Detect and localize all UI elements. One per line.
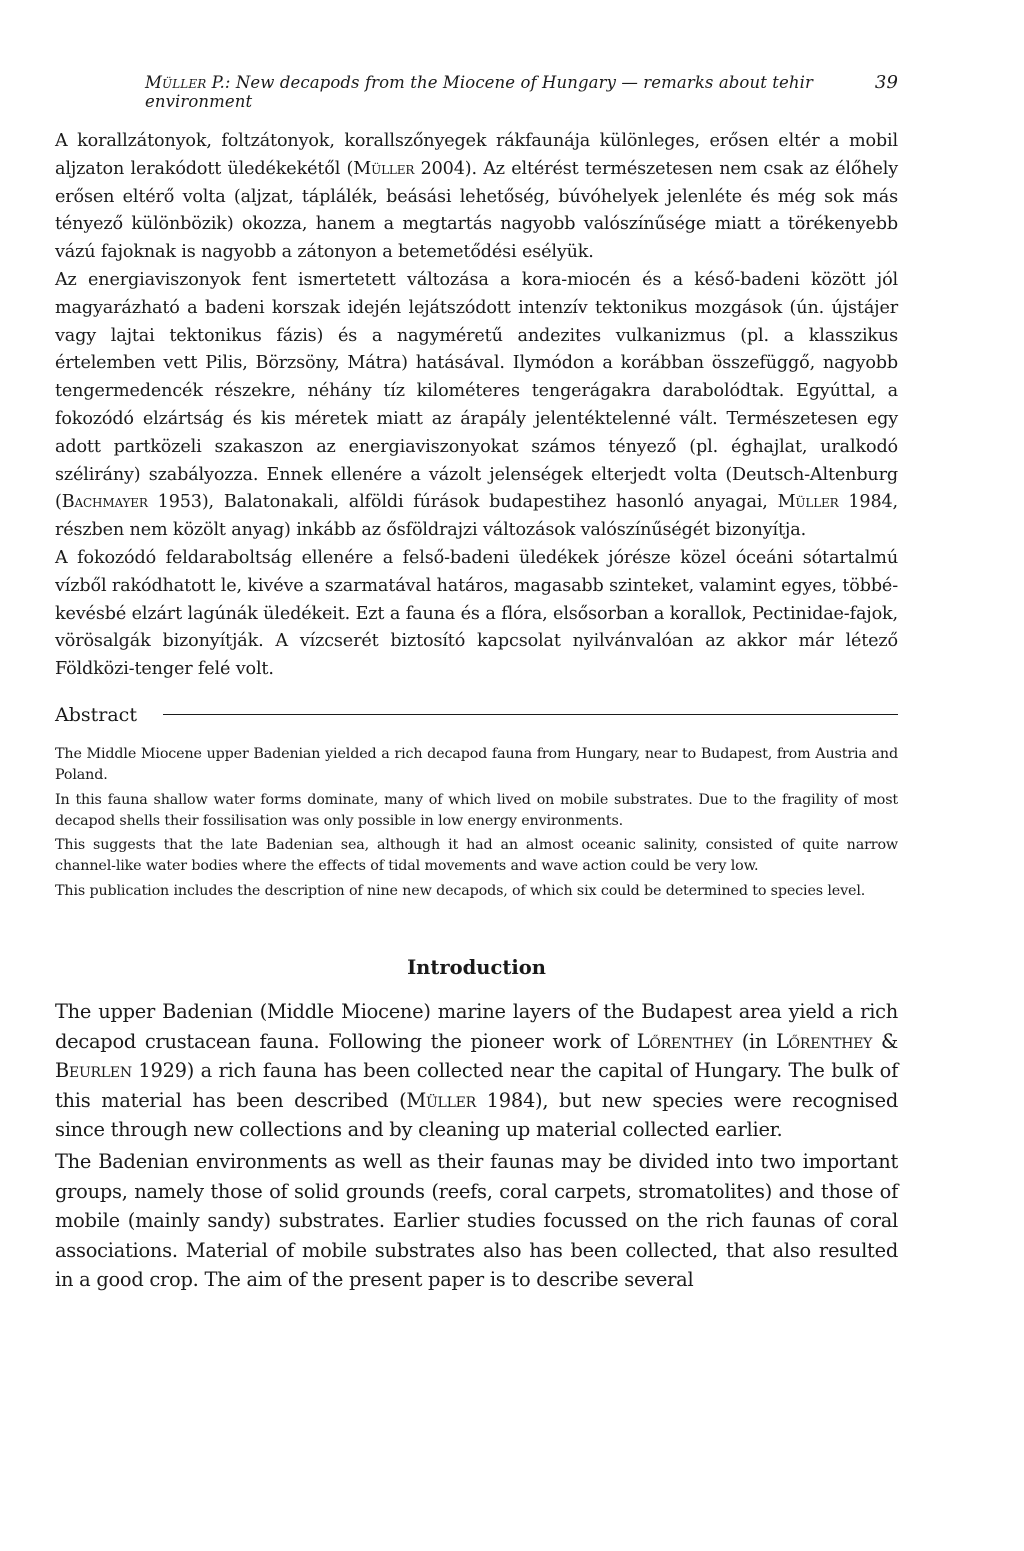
abstract-paragraph: The Middle Miocene upper Badenian yielded a rich decapod fauna from Hungary, near to Budapest, from Austria and Poland.	[55, 745, 898, 784]
citation-author: Müller	[777, 492, 839, 513]
abstract-rule	[163, 714, 898, 715]
text-run: 1984), but new species were recognised since through new collections and by cleaning up material collected earlier.	[55, 1088, 898, 1142]
citation-author: Müller	[406, 1088, 476, 1112]
hungarian-text	[55, 128, 898, 684]
text-run: 2004). Az eltérést természetesen nem csak az élőhely erősen eltérő volta (aljzat, táplálék, beásási lehetőség, búvóhelyek jelenléte és még sok más tényező különbözik) okozza, hanem a megtartás nagyobb valószínűsége miatt a törékenyebb vázú fajoknak is nagyobb a zátonyon a betemetődési esélyük.	[55, 158, 898, 263]
text-run: Az energiaviszonyok fent ismertetett változása a kora-miocén és a késő-badeni között jól magyarázható a badeni korszak idején lejátszódott intenzív tektonikus mozgások (ún. újstájer vagy lajtai tektonikus fázis) és a nagyméretű andezites vulkanizmus (pl. a klasszikus értelemben vett Pilis, Börzsöny, Mátra) hatásával. Ilymódon a korábban összefüggő, nagyobb tengermedencék részekre, néhány tíz kilométeres tengerágakra darabolódtak. Egyúttal, a fokozódó elzártság és kis méretek miatt az árapály jelentéktelenné vált. Természetesen egy adott partközeli szakaszon az energiaviszonyokat számos tényező (pl. éghajlat, uralkodó szélirány) szabályozza. Ennek ellenére a vázolt jelenségek elterjedt volta (Deutsch-Altenburg (	[55, 269, 898, 513]
introduction-paragraph-2: The Badenian environments as well as their faunas may be divided into two important groups, namely those of solid grounds (reefs, coral carpets, stromatolites) and those of mobile (mainly sandy) substrates. Earlier studies focussed on the rich faunas of coral associations. Material of mobile substrates also has been collected, that also resulted in a good crop. The aim of the present paper is to describe several	[55, 1149, 898, 1292]
introduction-heading: Introduction	[407, 956, 546, 980]
page	[55, 72, 898, 1297]
running-head-author: Müller P.	[145, 73, 225, 92]
citation-author: Bachmayer	[61, 492, 148, 513]
running-head-title: : New decapods from the Miocene of Hungary — remarks about tehir environment	[145, 73, 813, 111]
text-run: The upper Badenian (Middle Miocene) marine layers of the Budapest area yield a rich decapod crustacean fauna. Following the pioneer work of	[55, 1000, 898, 1053]
hungarian-paragraph-1	[55, 128, 898, 267]
running-head-text	[145, 73, 875, 111]
abstract-heading: Abstract	[55, 703, 137, 726]
running-head	[145, 72, 898, 111]
citation-author: Beurlen	[55, 1059, 132, 1083]
hungarian-paragraph-3: A fokozódó feldaraboltság ellenére a felső-badeni üledékek jórésze közel óceáni sótartalmú vízből rakódhatott le, kivéve a szarmatával határos, magasabb szinteket, valamint egyes, többé-kevésbé elzárt lagúnák üledékeit. Ezt a fauna és a flóra, elsősorban a korallok, Pectinidae-fajok, vörösalgák bizonyítják. A vízcserét biztosító kapcsolat nyilvánvalóan az akkor már létező Földközi-tenger felé volt.	[55, 547, 898, 680]
text-run: (in	[732, 1029, 777, 1053]
citation-author: Lőrenthey	[636, 1029, 733, 1053]
introduction-text	[55, 997, 898, 1295]
abstract-paragraph: This suggests that the late Badenian sea, although it had an almost oceanic salinity, consisted of quite narrow channel-like water bodies where the effects of tidal movements and wave action could be very low.	[55, 837, 898, 875]
abstract-body	[55, 744, 898, 902]
text-run: A korallzátonyok, foltzátonyok, korallszőnyegek rákfaunája különleges, erősen eltér a mobil aljzaton lerakódott üledékekétől (	[55, 131, 898, 179]
page-number: 39	[874, 72, 898, 93]
introduction-paragraph-1	[55, 997, 898, 1145]
abstract-heading-row	[55, 704, 898, 726]
text-run: 1953), Balatonakali, alföldi fúrások budapestihez hasonló anyagai,	[147, 492, 778, 513]
hungarian-paragraph-2	[55, 267, 898, 545]
citation-author: Müller	[353, 158, 415, 179]
abstract-paragraph: In this fauna shallow water forms dominate, many of which lived on mobile substrates. Due to the fragility of most decapod shells their fossilisation was only possible in low energy environments.	[55, 791, 898, 829]
text-run: 1984, részben nem közölt anyag) inkább az ősföldrajzi változások valószínűségét bizonyítja.	[55, 492, 898, 541]
citation-author: Lőrenthey	[776, 1029, 873, 1053]
abstract-paragraph: This publication includes the description of nine new decapods, of which six could be determined to species level.	[55, 882, 866, 899]
text-run: 1929) a rich fauna has been collected near the capital of Hungary. The bulk of this material has been described (	[55, 1059, 898, 1112]
text-run: &	[872, 1029, 898, 1053]
